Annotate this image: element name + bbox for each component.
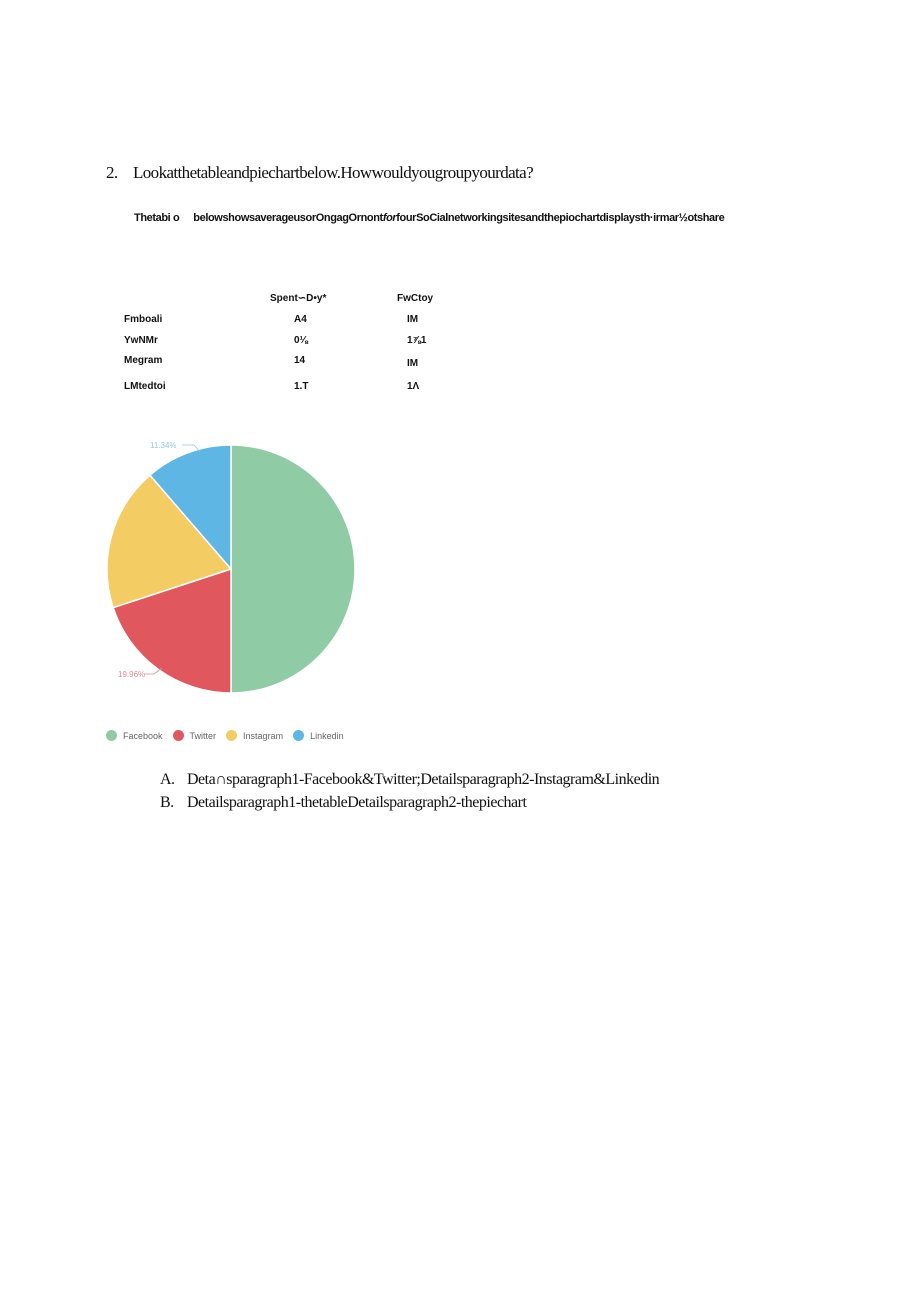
legend-label: Twitter <box>189 730 217 741</box>
legend-swatch <box>226 730 237 741</box>
question-text: Lookatthetableandpiechartbelow.Howwouldyougroupyourdata? <box>133 163 534 182</box>
pie-annotation: 19.96% <box>118 670 146 679</box>
legend-label: Facebook <box>123 730 163 741</box>
table-cell-fw: IM <box>407 358 419 369</box>
header-fw: FwCtoy <box>397 293 434 304</box>
option-text: Deta∩sparagraph1-Facebook&Twitter;Detailsparagraph2-Instagram&Linkedin <box>187 771 660 788</box>
table-row <box>0 355 920 369</box>
table-cell-site: LMtedtoi <box>124 381 166 392</box>
option-letter: A. <box>160 771 175 788</box>
table-cell-site: Fmboali <box>124 314 163 325</box>
table-row <box>0 381 920 395</box>
legend-label: Instagram <box>243 730 284 741</box>
option-letter: B. <box>160 794 174 811</box>
table-cell-fw: 1⅞1 <box>407 335 427 346</box>
legend-swatch <box>293 730 304 741</box>
legend-swatch <box>106 730 117 741</box>
pie-annotation: 11.34% <box>150 441 177 450</box>
pie-slice-facebook <box>231 445 355 693</box>
legend-item-linkedin <box>293 730 344 741</box>
table-cell-fw: 1Λ <box>407 381 420 392</box>
answer-option-b[interactable] <box>160 794 526 812</box>
table-cell-fw: IM <box>407 314 419 325</box>
table-cell-site: YwNMr <box>124 335 158 346</box>
table-header-row <box>0 293 920 307</box>
intro-part-1: Thetabi o <box>134 212 180 224</box>
legend-swatch <box>173 730 184 741</box>
pie-chart <box>90 430 380 710</box>
intro-part-4: fourSoCialnetworkingsitesandthepiochartdisplaysth·irmar½otshare <box>396 212 725 224</box>
legend-item-instagram <box>226 730 283 741</box>
option-text: Detailsparagraph1-thetableDetailsparagraph2-thepiechart <box>187 794 527 811</box>
legend-label: Linkedin <box>310 730 344 741</box>
table-cell-spent: 14 <box>294 355 306 366</box>
chart-legend <box>106 730 344 741</box>
table-cell-site: Megram <box>124 355 163 366</box>
header-spent: Spent∽D•y* <box>270 293 327 304</box>
table-row <box>0 314 920 328</box>
legend-item-facebook <box>106 730 163 741</box>
intro-part-2: belowshowsaverageusorOngagOrnont <box>193 212 383 224</box>
answer-option-a[interactable] <box>160 771 659 789</box>
intro-sentence <box>134 212 724 224</box>
question <box>106 163 533 183</box>
table-cell-spent: 0⅛ <box>294 335 308 346</box>
question-number: 2. <box>106 163 118 182</box>
table-cell-spent: 1.T <box>294 381 309 392</box>
legend-item-twitter <box>173 730 217 741</box>
intro-part-3: for <box>382 212 397 224</box>
table-row <box>0 335 920 349</box>
table-cell-spent: A4 <box>294 314 307 325</box>
